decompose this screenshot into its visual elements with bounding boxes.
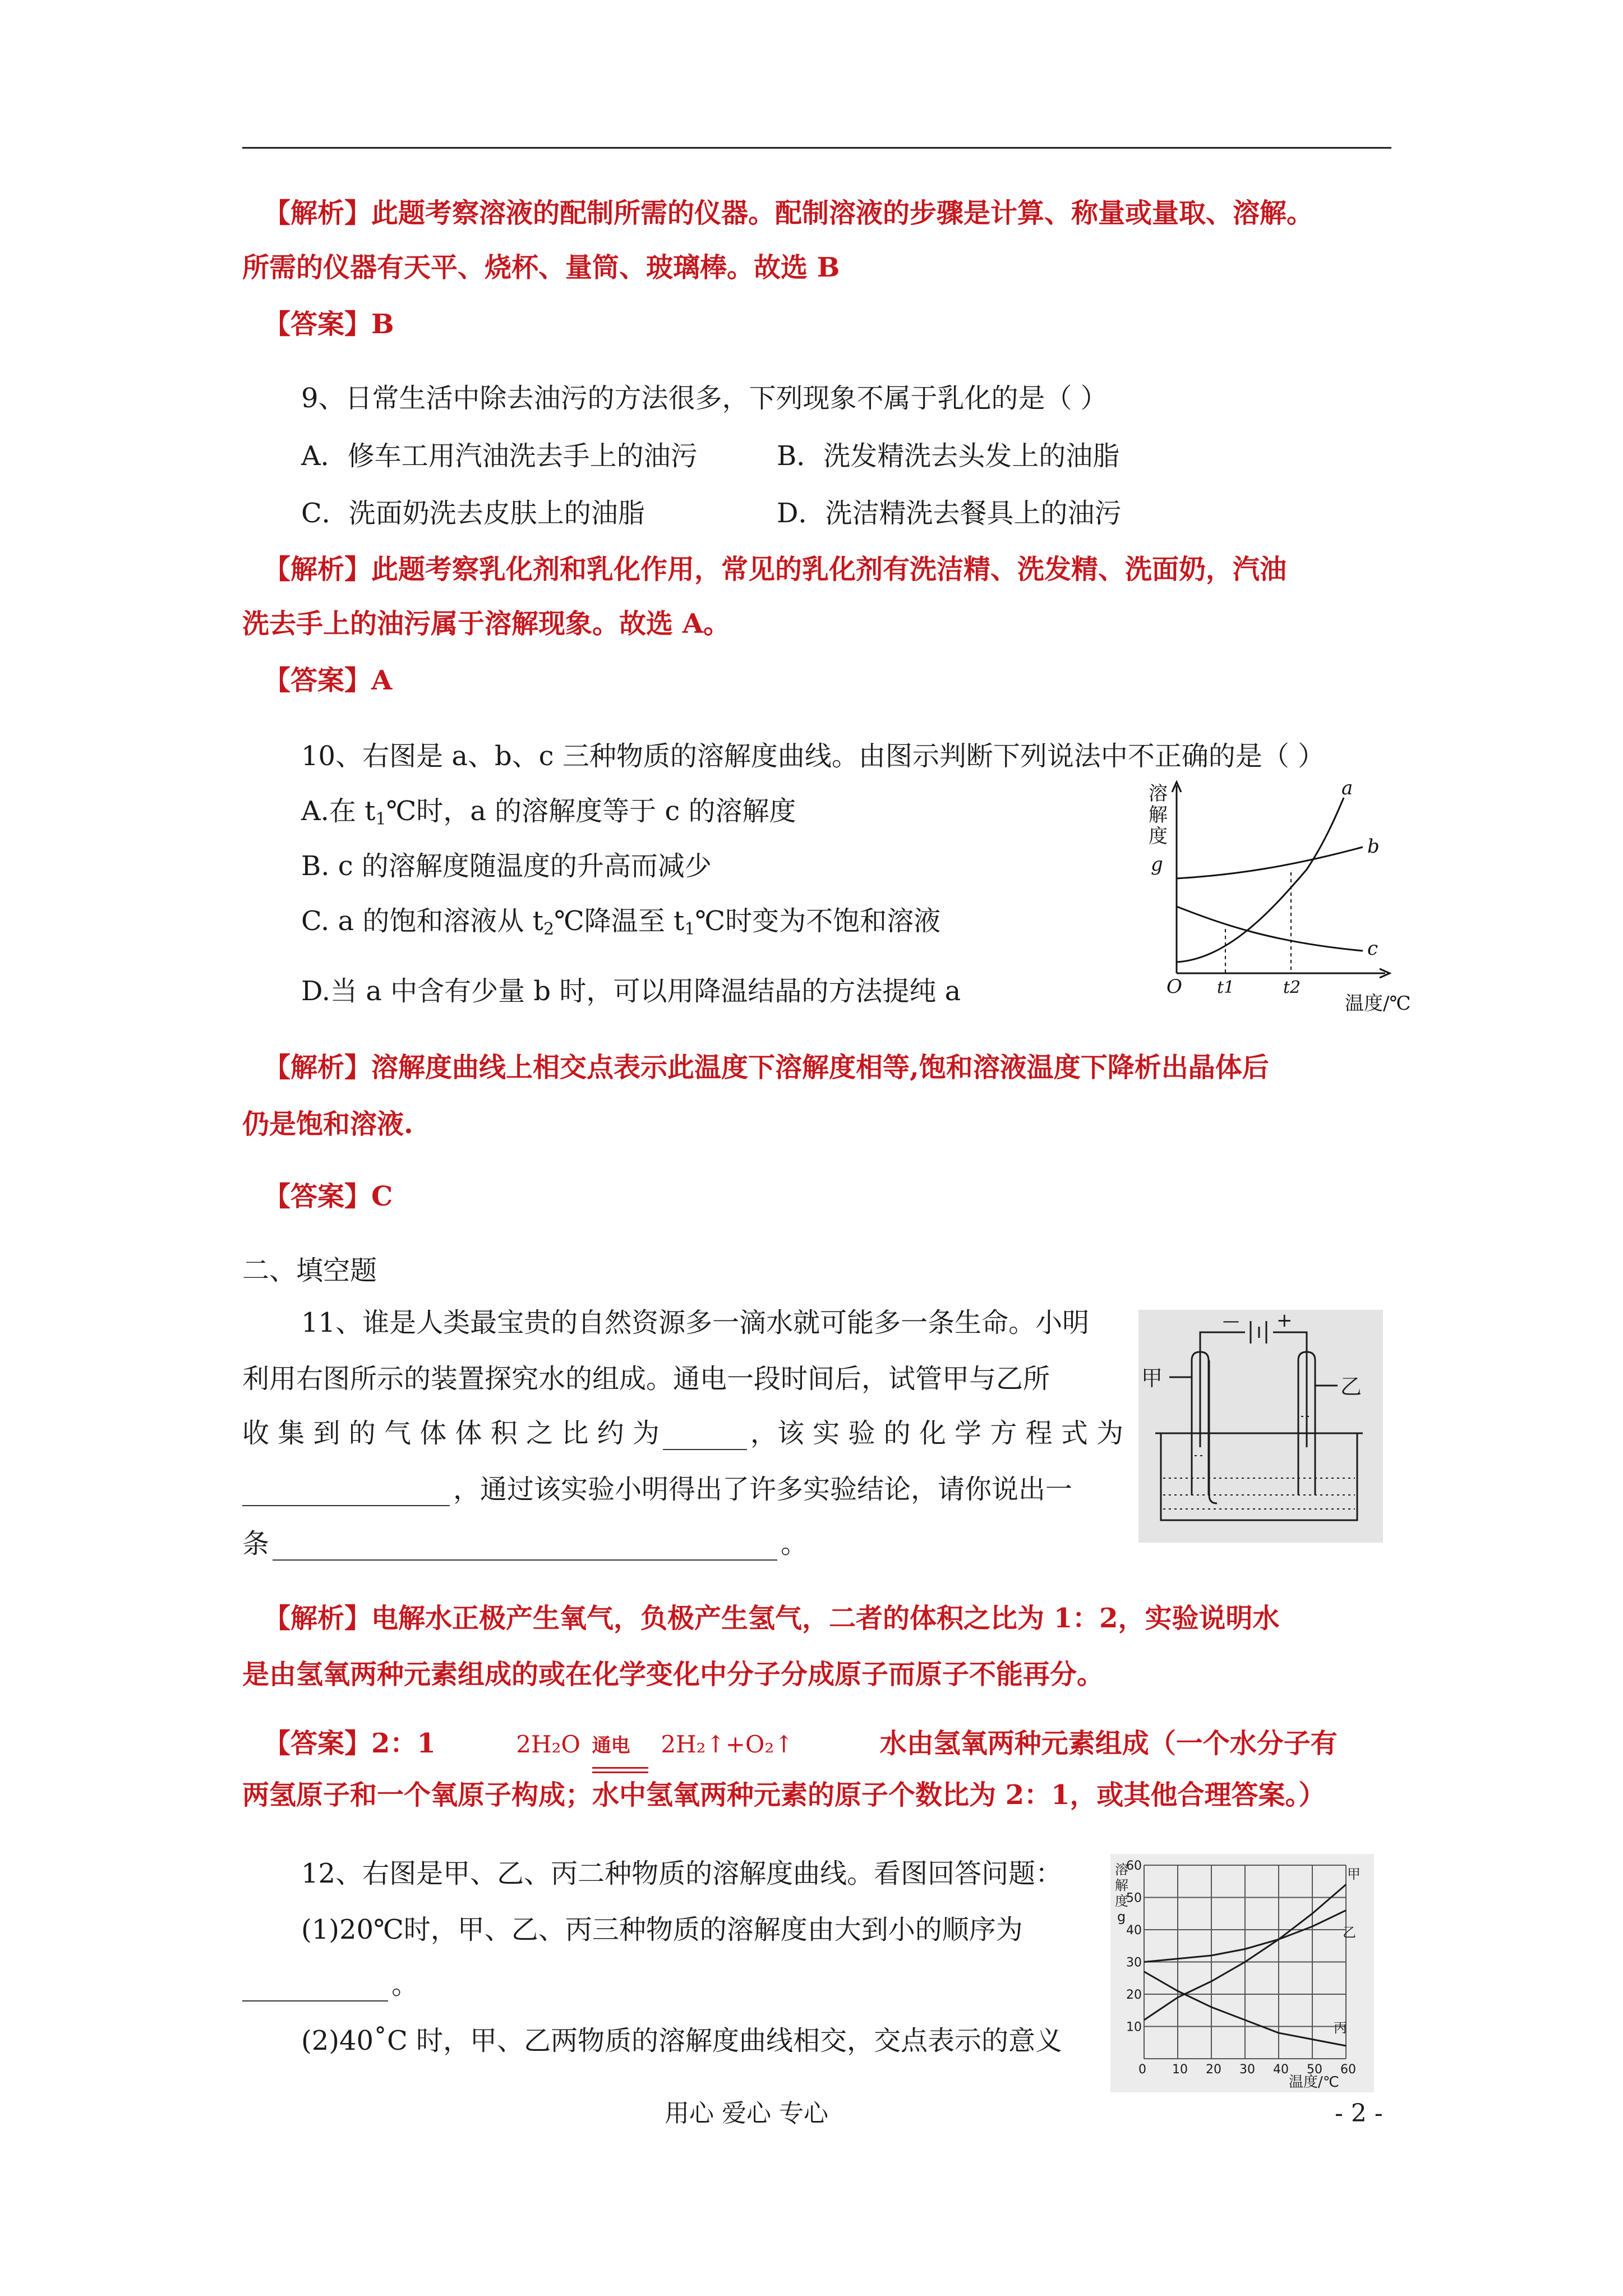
q9-answer: 【答案】A	[264, 665, 393, 696]
q10-ylabel-4: g	[1151, 853, 1163, 876]
q9-analysis-line1: 【解析】此题考察乳化剂和乳化作用，常见的乳化剂有洗洁精、洗发精、洗面奶，汽油	[264, 554, 1287, 585]
q10-ylabel-1: 溶	[1149, 783, 1168, 805]
q8-analysis-line1: 【解析】此题考察溶液的配制所需的仪器。配制溶液的步骤是计算、称量或量取、溶解。	[264, 197, 1314, 229]
q12-xtick: 40	[1273, 2063, 1289, 2077]
q10-ylabel-3: 度	[1149, 825, 1168, 848]
q11-label-plus: +	[1276, 1310, 1293, 1332]
q10-analysis-line1: 【解析】溶解度曲线上相交点表示此温度下溶解度相等,饱和溶液温度下降析出晶体后	[264, 1052, 1269, 1083]
q12-ytick: 50	[1126, 1891, 1142, 1906]
q12-ylabel-4: g	[1117, 1909, 1126, 1925]
q12-xtick: 20	[1206, 2063, 1221, 2077]
q11-answer-line1: 【答案】2：1 2H₂O 通电 2H₂↑+O₂↑ 水由氢氧两种元素组成（一个水分子有	[264, 1727, 1338, 1761]
q9-option-c: C．洗面奶洗去皮肤上的油脂	[301, 498, 645, 529]
q11-figure-bg	[1138, 1310, 1383, 1543]
q9-option-a: A．修车工用汽油洗去手上的油污	[301, 440, 698, 472]
q11-analysis-line2: 是由氢氧两种元素组成的或在化学变化中分子分成原子而原子不能再分。	[242, 1659, 1104, 1690]
q8-answer: 【答案】B	[264, 309, 394, 340]
q12-xtick: 60	[1340, 2063, 1356, 2077]
q11-analysis-line1: 【解析】电解水正极产生氧气，负极产生氢气，二者的体积之比为 1：2，实验说明水	[264, 1603, 1280, 1634]
q10-curve-b-label: b	[1367, 835, 1380, 858]
q12-part1: (1)20℃时，甲、乙、丙三种物质的溶解度由大到小的顺序为	[301, 1914, 1023, 1945]
q11-line5: 条 。	[242, 1528, 808, 1559]
q12-series-jia-label: 甲	[1347, 1866, 1361, 1882]
q12-xtick: 30	[1239, 2063, 1255, 2077]
q10-stem: 10、右图是 a、b、c 三种物质的溶解度曲线。由图示判断下列说法中不正确的是（ ）	[301, 740, 1325, 772]
q10-curve-c	[1177, 907, 1363, 951]
q10-option-a: A.在 $t_1℃$时，a 的溶解度等于 c 的溶解度	[301, 795, 796, 829]
q12-xlabel: 温度/℃	[1289, 2074, 1339, 2091]
q11-answer-line2: 两氢原子和一个氧原子构成；水中氢氧两种元素的原子个数比为 2：1，或其他合理答案。）	[242, 1779, 1326, 1811]
q9-option-d: D．洗洁精洗去餐具上的油污	[777, 498, 1122, 529]
q12-chart-bg	[1110, 1854, 1374, 2092]
q11-label-minus: —	[1223, 1312, 1239, 1331]
q9-option-b: B．洗发精洗去头发上的油脂	[777, 440, 1120, 472]
q10-t1-tick: t1	[1217, 978, 1235, 997]
q10-solubility-figure	[1144, 774, 1436, 1021]
q9-stem: 9、日常生活中除去油污的方法很多，下列现象不属于乳化的是（ ）	[301, 383, 1108, 414]
q10-t2-tick: t2	[1283, 978, 1301, 997]
q12-ytick: 10	[1126, 2020, 1142, 2035]
q10-curve-a	[1177, 798, 1344, 962]
q12-ylabel-2: 解	[1115, 1878, 1128, 1893]
q12-ylabel-1: 溶	[1115, 1862, 1128, 1878]
q11-line1: 11、谁是人类最宝贵的自然资源多一滴水就可能多一条生命。小明	[301, 1307, 1090, 1338]
page-number: - 2 -	[1335, 2099, 1383, 2128]
q12-ytick: 40	[1126, 1924, 1142, 1938]
q11-line2: 利用右图所示的装置探究水的组成。通电一段时间后，试管甲与乙所	[242, 1363, 1050, 1395]
q12-solubility-chart	[1110, 1854, 1374, 2092]
q10-origin: O	[1166, 976, 1182, 998]
q12-part1-blank-line: 。	[242, 1968, 418, 2001]
q12-part2: (2)40˚C 时，甲、乙两物质的溶解度曲线相交，交点表示的意义	[301, 2025, 1063, 2056]
q11-blank-ratio[interactable]	[663, 1424, 747, 1450]
q10-answer: 【答案】C	[264, 1181, 393, 1212]
q10-curve-a-label: a	[1341, 777, 1353, 799]
q10-option-c: C. a 的饱和溶液从 $t_2℃$降温至 $t_1℃$时变为不饱和溶液	[301, 905, 941, 939]
q10-analysis-line2: 仍是饱和溶液.	[242, 1108, 413, 1140]
q12-series-yi-label: 乙	[1343, 1925, 1356, 1940]
q12-stem: 12、右图是甲、乙、丙二种物质的溶解度曲线。看图回答问题：	[301, 1858, 1063, 1889]
q10-option-d: D.当 a 中含有少量 b 时，可以用降温结晶的方法提纯 a	[301, 976, 961, 1007]
q12-xtick: 0	[1138, 2063, 1146, 2077]
q12-xtick: 10	[1172, 2063, 1188, 2077]
q12-blank-order[interactable]	[242, 1976, 388, 2001]
q11-blank-equation[interactable]	[242, 1480, 450, 1506]
q12-ytick: 20	[1126, 1988, 1142, 2002]
q12-series-bing-label: 丙	[1334, 2020, 1347, 2036]
q11-line3: 收 集 到 的 气 体 体 积 之 比 约 为 ，该 实 验 的 化 学 方 程 式 为	[242, 1418, 1124, 1449]
q11-electrolysis-figure	[1138, 1310, 1383, 1543]
q10-xlabel: 温度/℃	[1345, 992, 1411, 1015]
q11-line4: ，通过该实验小明得出了许多实验结论，请你说出一	[242, 1473, 1072, 1506]
q10-curve-c-label: c	[1367, 937, 1378, 960]
header-rule	[242, 147, 1391, 149]
q12-ylabel-3: 度	[1115, 1893, 1128, 1909]
q11-blank-conclusion[interactable]	[273, 1535, 777, 1561]
q12-ytick: 60	[1126, 1859, 1142, 1873]
q12-ytick: 30	[1126, 1955, 1142, 1970]
footer-motto: 用心 爱心 专心	[665, 2099, 828, 2128]
q10-curve-b	[1177, 847, 1363, 878]
q9-analysis-line2: 洗去手上的油污属于溶解现象。故选 A。	[242, 608, 730, 639]
section-2-heading: 二、填空题	[242, 1255, 377, 1286]
q10-option-b: B. c 的溶解度随温度的升高而减少	[301, 850, 712, 882]
q11-label-yi: 乙	[1340, 1374, 1362, 1399]
q10-ylabel-2: 解	[1149, 804, 1168, 826]
q11-label-jia: 甲	[1141, 1366, 1163, 1391]
q12-xtick: 50	[1307, 2063, 1322, 2077]
q8-analysis-line2: 所需的仪器有天平、烧杯、量筒、玻璃棒。故选 B	[242, 252, 840, 283]
